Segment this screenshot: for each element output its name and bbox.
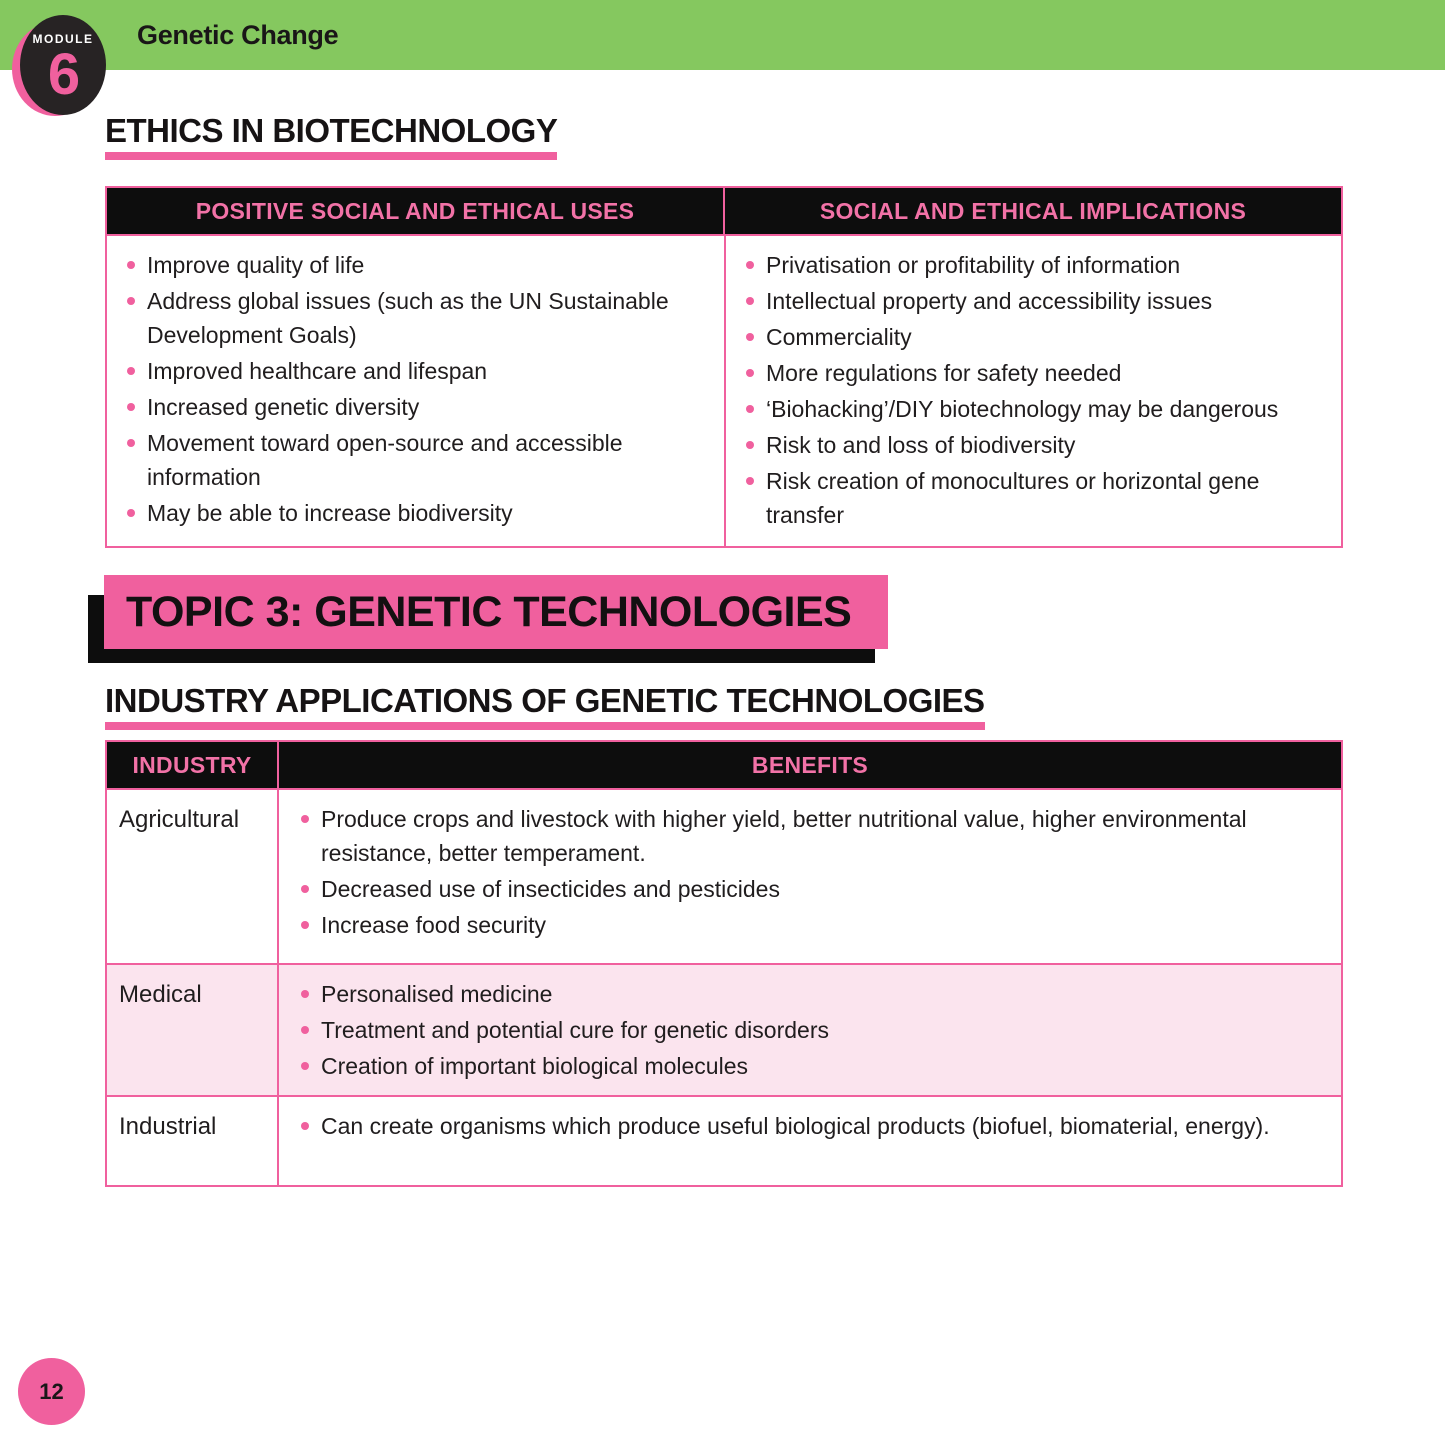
industrial-benefits-list bbox=[295, 1109, 1317, 1143]
module-header-bar bbox=[0, 0, 1445, 70]
ethics-table-cell-positive bbox=[107, 236, 724, 546]
module-label: MODULE bbox=[32, 32, 94, 46]
bullet-item: Personalised medicine bbox=[295, 977, 1317, 1011]
benefits-cell-agricultural bbox=[279, 790, 1341, 963]
row-label-industrial: Industrial bbox=[107, 1097, 279, 1185]
bullet-item: Increase food security bbox=[295, 908, 1317, 942]
bullet-item: Treatment and potential cure for genetic disorders bbox=[295, 1013, 1317, 1047]
page-number: 12 bbox=[39, 1378, 64, 1404]
topic-banner bbox=[88, 575, 898, 667]
industry-table-header-industry: INDUSTRY bbox=[107, 742, 277, 788]
bullet-item: Decreased use of insecticides and pesticides bbox=[295, 872, 1317, 906]
ethics-table-header-implications: SOCIAL AND ETHICAL IMPLICATIONS bbox=[725, 188, 1341, 234]
row-label-medical: Medical bbox=[107, 965, 279, 1095]
bullet-item: Commerciality bbox=[740, 320, 1321, 354]
bullet-item: Can create organisms which produce useful biological products (biofuel, biomaterial, energy). bbox=[295, 1109, 1317, 1143]
table-row-agricultural bbox=[107, 788, 1341, 963]
ethics-table-body bbox=[107, 234, 1341, 546]
bullet-item: More regulations for safety needed bbox=[740, 356, 1321, 390]
topic-banner-title: TOPIC 3: GENETIC TECHNOLOGIES bbox=[126, 587, 852, 636]
benefits-cell-industrial bbox=[279, 1097, 1341, 1185]
section-heading-industry: INDUSTRY APPLICATIONS OF GENETIC TECHNOLOGIES bbox=[105, 682, 985, 730]
bullet-item: Produce crops and livestock with higher yield, better nutritional value, higher environmental resistance, better temperament. bbox=[295, 802, 1317, 870]
bullet-item: Creation of important biological molecules bbox=[295, 1049, 1317, 1083]
module-number: 6 bbox=[47, 42, 79, 107]
bullet-item: Address global issues (such as the UN Sustainable Development Goals) bbox=[121, 284, 704, 352]
industry-table-header-benefits: BENEFITS bbox=[279, 742, 1341, 788]
module-badge bbox=[20, 15, 106, 115]
positive-uses-list bbox=[121, 248, 704, 530]
table-row-industrial bbox=[107, 1095, 1341, 1185]
ethics-table-header-positive: POSITIVE SOCIAL AND ETHICAL USES bbox=[107, 188, 723, 234]
ethics-table-cell-implications bbox=[724, 236, 1341, 546]
page-number-badge bbox=[18, 1358, 85, 1425]
bullet-item: Risk to and loss of biodiversity bbox=[740, 428, 1321, 462]
bullet-item: Increased genetic diversity bbox=[121, 390, 704, 424]
bullet-item: Intellectual property and accessibility issues bbox=[740, 284, 1321, 318]
ethics-table-header-row bbox=[107, 188, 1341, 234]
benefits-cell-medical bbox=[279, 965, 1341, 1095]
table-row-medical bbox=[107, 963, 1341, 1095]
medical-benefits-list bbox=[295, 977, 1317, 1083]
bullet-item: Movement toward open-source and accessible information bbox=[121, 426, 704, 494]
bullet-item: May be able to increase biodiversity bbox=[121, 496, 704, 530]
ethics-table bbox=[105, 186, 1343, 548]
industry-table bbox=[105, 740, 1343, 1187]
bullet-item: Privatisation or profitability of information bbox=[740, 248, 1321, 282]
bullet-item: ‘Biohacking’/DIY biotechnology may be dangerous bbox=[740, 392, 1321, 426]
bullet-item: Improved healthcare and lifespan bbox=[121, 354, 704, 388]
topic-banner-box bbox=[104, 575, 888, 649]
agricultural-benefits-list bbox=[295, 802, 1317, 942]
implications-list bbox=[740, 248, 1321, 532]
bullet-item: Improve quality of life bbox=[121, 248, 704, 282]
module-title: Genetic Change bbox=[137, 20, 339, 50]
bullet-item: Risk creation of monocultures or horizontal gene transfer bbox=[740, 464, 1321, 532]
industry-table-header-row bbox=[107, 742, 1341, 788]
section-heading-ethics: ETHICS IN BIOTECHNOLOGY bbox=[105, 112, 557, 160]
row-label-agricultural: Agricultural bbox=[107, 790, 279, 963]
